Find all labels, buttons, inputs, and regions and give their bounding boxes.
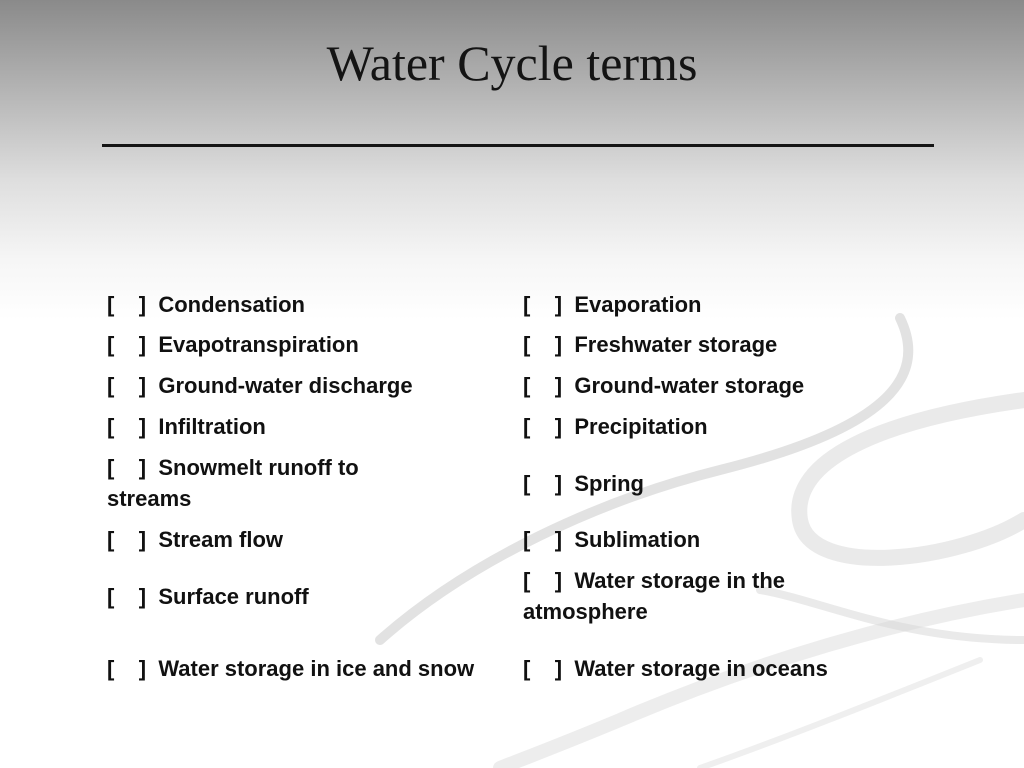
checkbox-bracket: [ ]: [523, 470, 575, 496]
term-item-freshwater-storage: [523, 324, 923, 365]
checkbox-bracket: [ ]: [107, 527, 159, 552]
checkbox-bracket: [ ]: [523, 414, 575, 439]
term-item-water-storage-ice-snow: [107, 632, 477, 704]
term-label: Evaporation: [574, 291, 702, 317]
term-label: Freshwater storage: [574, 332, 778, 357]
term-label: Condensation: [158, 291, 305, 317]
term-label: Stream flow: [158, 527, 284, 552]
term-label: Infiltration: [158, 414, 266, 439]
term-label: Surface runoff: [158, 583, 309, 609]
right-term-column: [523, 284, 923, 704]
term-item-ground-water-discharge: [107, 365, 507, 406]
checkbox-bracket: [ ]: [523, 291, 575, 317]
checkbox-bracket: [ ]: [523, 568, 575, 593]
checkbox-bracket: [ ]: [107, 332, 159, 357]
term-item-snowmelt-runoff: [107, 447, 437, 519]
term-item-evaporation: [523, 284, 923, 324]
term-item-water-storage-oceans: [523, 632, 903, 704]
term-label: Sublimation: [574, 527, 701, 552]
checkbox-bracket: [ ]: [107, 291, 159, 317]
checkbox-bracket: [ ]: [523, 332, 575, 357]
term-label: Water storage in the atmosphere: [523, 568, 785, 624]
term-item-water-storage-atmosphere: [523, 560, 853, 632]
term-label: Evapotranspiration: [158, 332, 359, 357]
term-item-sublimation: [523, 519, 923, 560]
slide-title: Water Cycle terms: [326, 35, 698, 91]
term-item-stream-flow: [107, 519, 507, 560]
checkbox-bracket: [ ]: [107, 414, 159, 439]
term-label: Snowmelt runoff to streams: [107, 455, 359, 511]
term-item-surface-runoff: [107, 560, 507, 632]
term-item-ground-water-storage: [523, 365, 923, 406]
term-label: Water storage in oceans: [574, 655, 828, 681]
term-item-condensation: [107, 284, 507, 324]
checkbox-bracket: [ ]: [523, 527, 575, 552]
term-item-spring: [523, 447, 923, 519]
term-label: Ground-water discharge: [158, 373, 413, 398]
term-label: Water storage in ice and snow: [158, 655, 475, 681]
left-term-column: [107, 284, 507, 704]
checkbox-bracket: [ ]: [107, 655, 159, 681]
checkbox-bracket: [ ]: [523, 655, 575, 681]
term-item-infiltration: [107, 406, 507, 447]
checkbox-bracket: [ ]: [523, 373, 575, 398]
checkbox-bracket: [ ]: [107, 373, 159, 398]
term-label: Spring: [574, 470, 644, 496]
term-item-precipitation: [523, 406, 923, 447]
term-label: Precipitation: [574, 414, 708, 439]
checkbox-bracket: [ ]: [107, 583, 159, 609]
term-label: Ground-water storage: [574, 373, 805, 398]
term-item-evapotranspiration: [107, 324, 507, 365]
title-underline: [102, 144, 934, 147]
checkbox-bracket: [ ]: [107, 455, 159, 480]
